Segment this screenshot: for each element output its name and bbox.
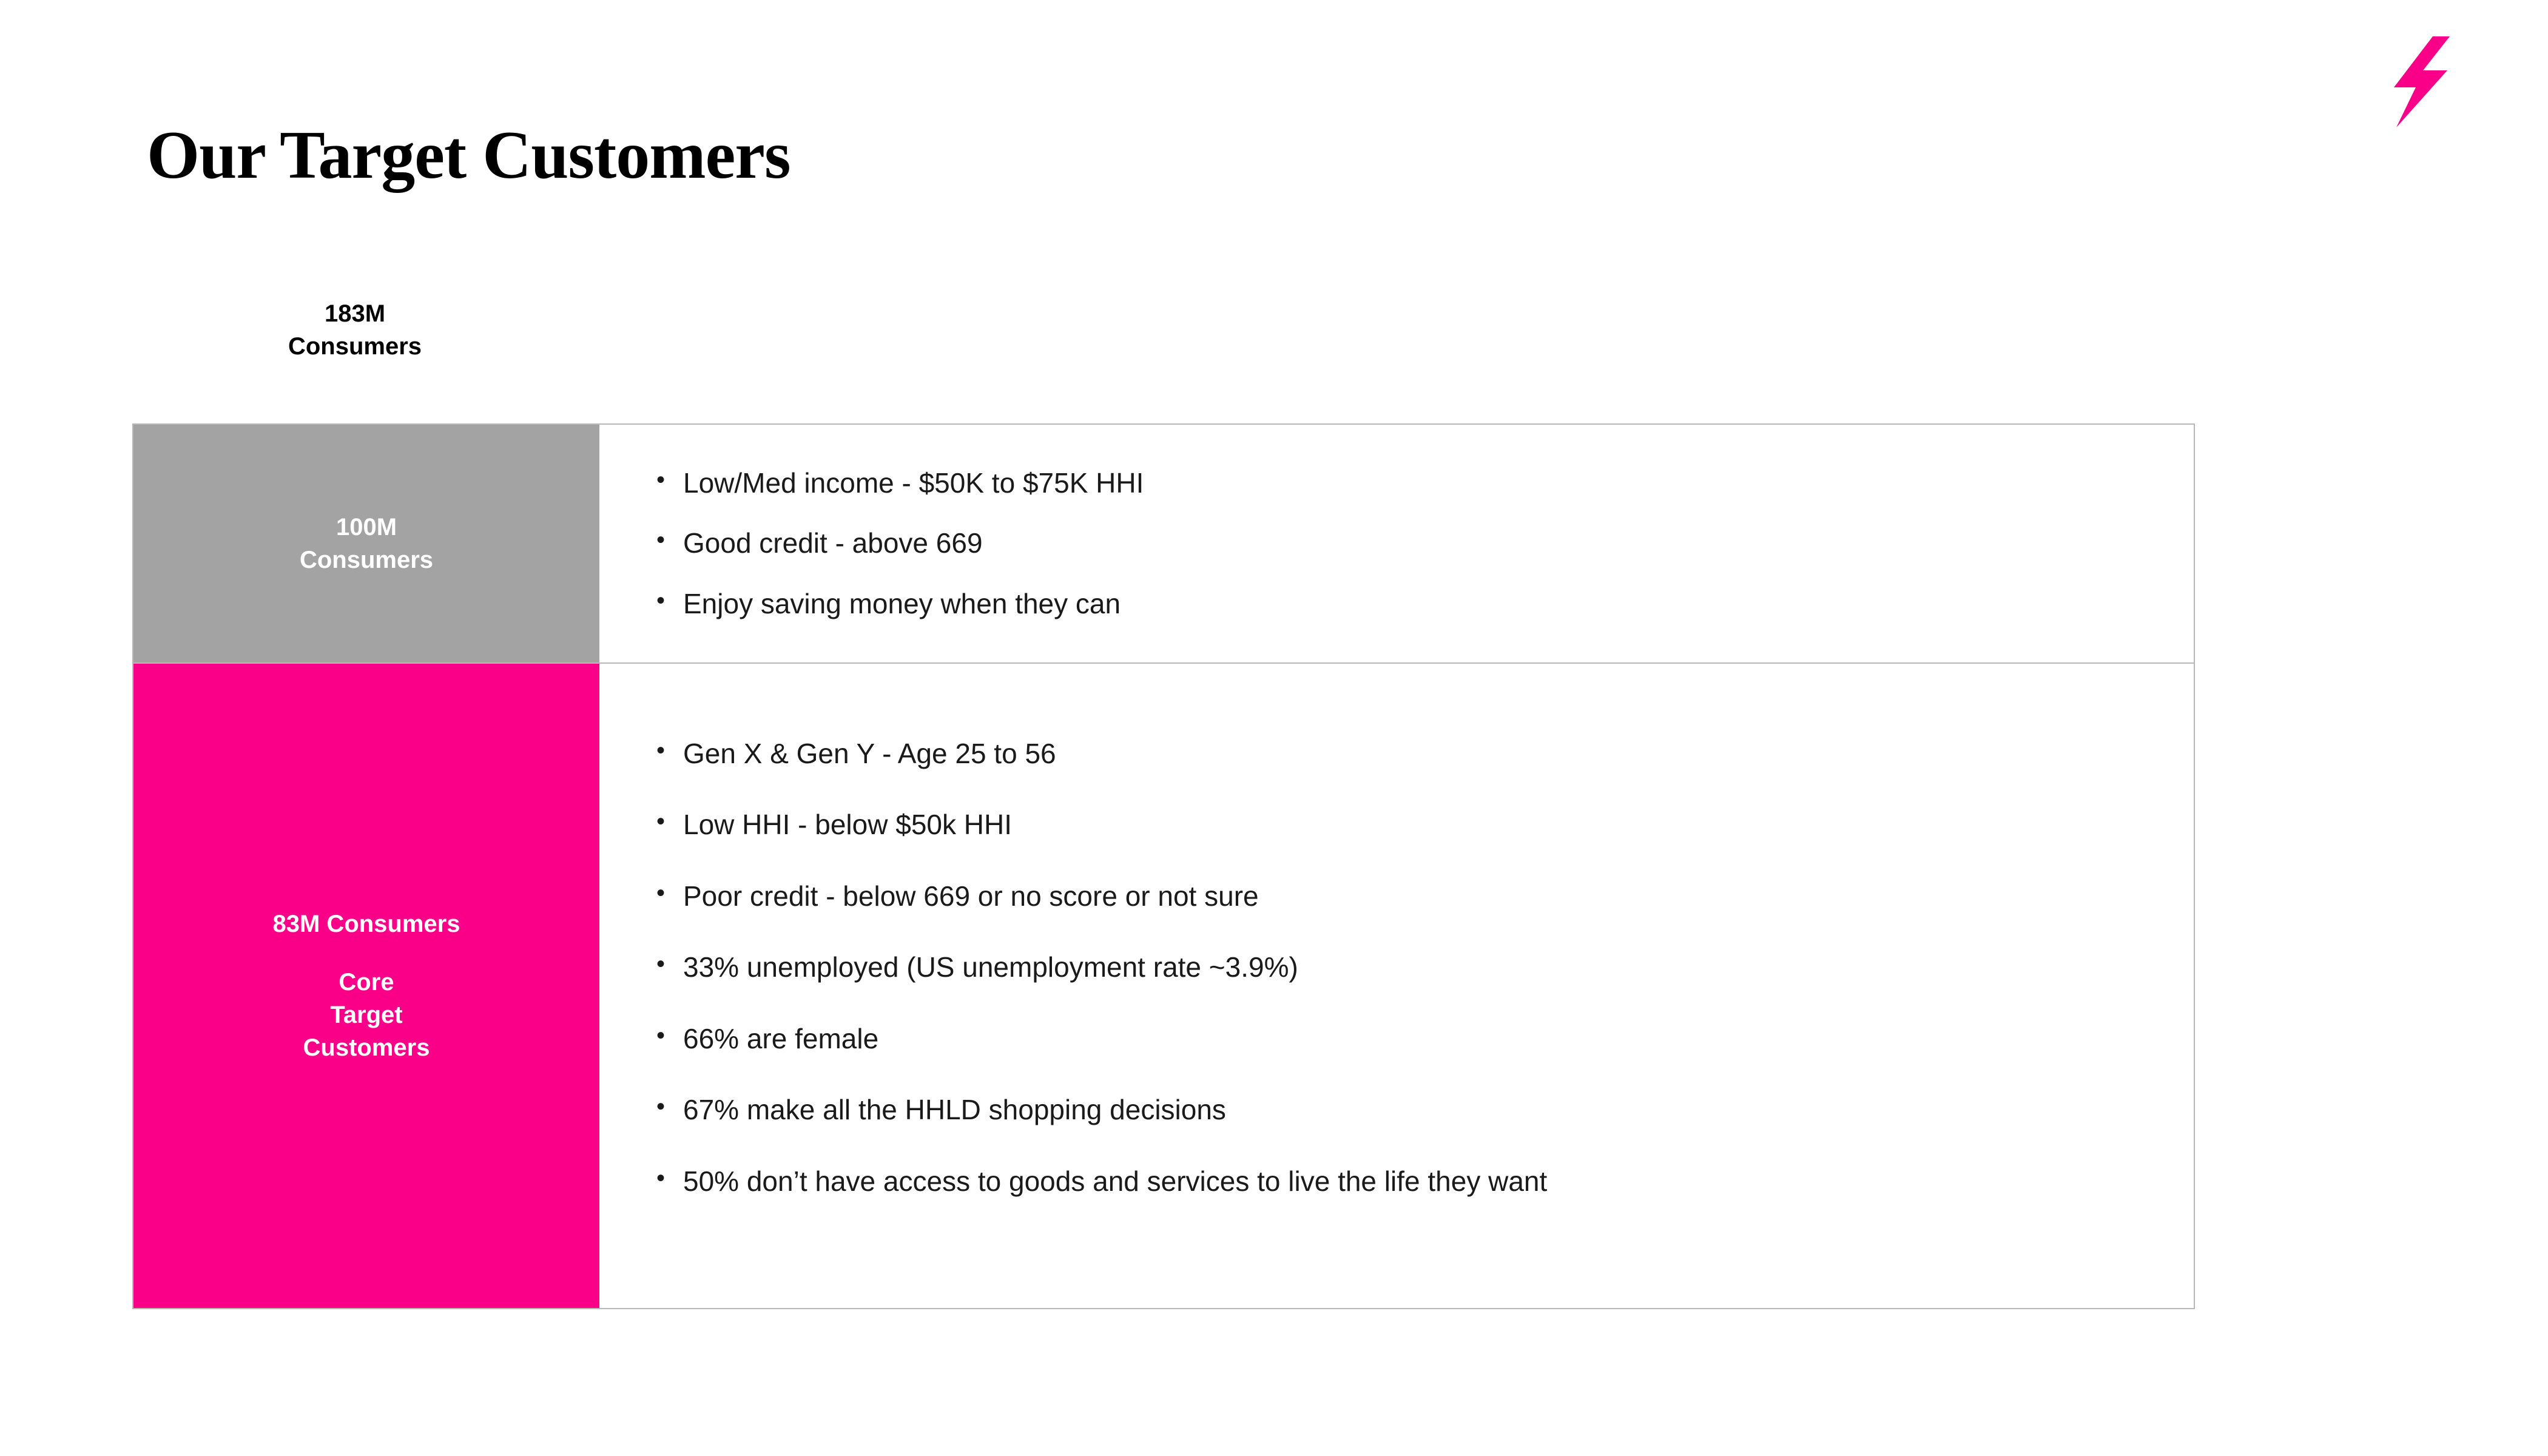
- spacer: [273, 940, 460, 966]
- segment-details-83m: [599, 662, 2194, 1308]
- list-item: • Good credit - above 669: [645, 526, 2157, 561]
- segment-label-83m: [133, 662, 599, 1308]
- segment-label-100m: [133, 425, 599, 662]
- segment-label-line: Consumers: [299, 547, 434, 573]
- total-consumers-caption: [249, 297, 461, 363]
- lightning-bolt-icon: [2384, 36, 2457, 127]
- total-consumers-value: 183M: [324, 300, 386, 327]
- segment-label-line: Target: [330, 1002, 403, 1028]
- segment-label-line: 100M: [335, 514, 397, 541]
- segment-label-line: Customers: [303, 1034, 430, 1061]
- segment-label-line: 83M Consumers: [272, 911, 460, 937]
- list-item: • 33% unemployed (US unemployment rate ~3.9%): [645, 950, 2157, 985]
- list-item: • 66% are female: [645, 1022, 2157, 1057]
- list-item: • Enjoy saving money when they can: [645, 587, 2157, 622]
- list-item: • Low HHI - below $50k HHI: [645, 807, 2157, 843]
- table-row: [133, 662, 2194, 1308]
- table-row: [133, 425, 2194, 662]
- list-item: • Low/Med income - $50K to $75K HHI: [645, 466, 2157, 501]
- list-item: • Poor credit - below 669 or no score or not sure: [645, 879, 2157, 914]
- page-title: Our Target Customers: [147, 118, 790, 193]
- list-item: • 50% don’t have access to goods and services to live the life they want: [645, 1164, 2157, 1199]
- target-customers-table: [132, 423, 2195, 1309]
- segment-label-line: Core: [339, 969, 394, 996]
- list-item: • 67% make all the HHLD shopping decisions: [645, 1093, 2157, 1128]
- bullet-list: [645, 736, 2157, 1236]
- bullet-list: [645, 466, 2157, 622]
- total-consumers-unit: Consumers: [288, 333, 422, 360]
- segment-details-100m: [599, 425, 2194, 662]
- list-item: • Gen X & Gen Y - Age 25 to 56: [645, 736, 2157, 772]
